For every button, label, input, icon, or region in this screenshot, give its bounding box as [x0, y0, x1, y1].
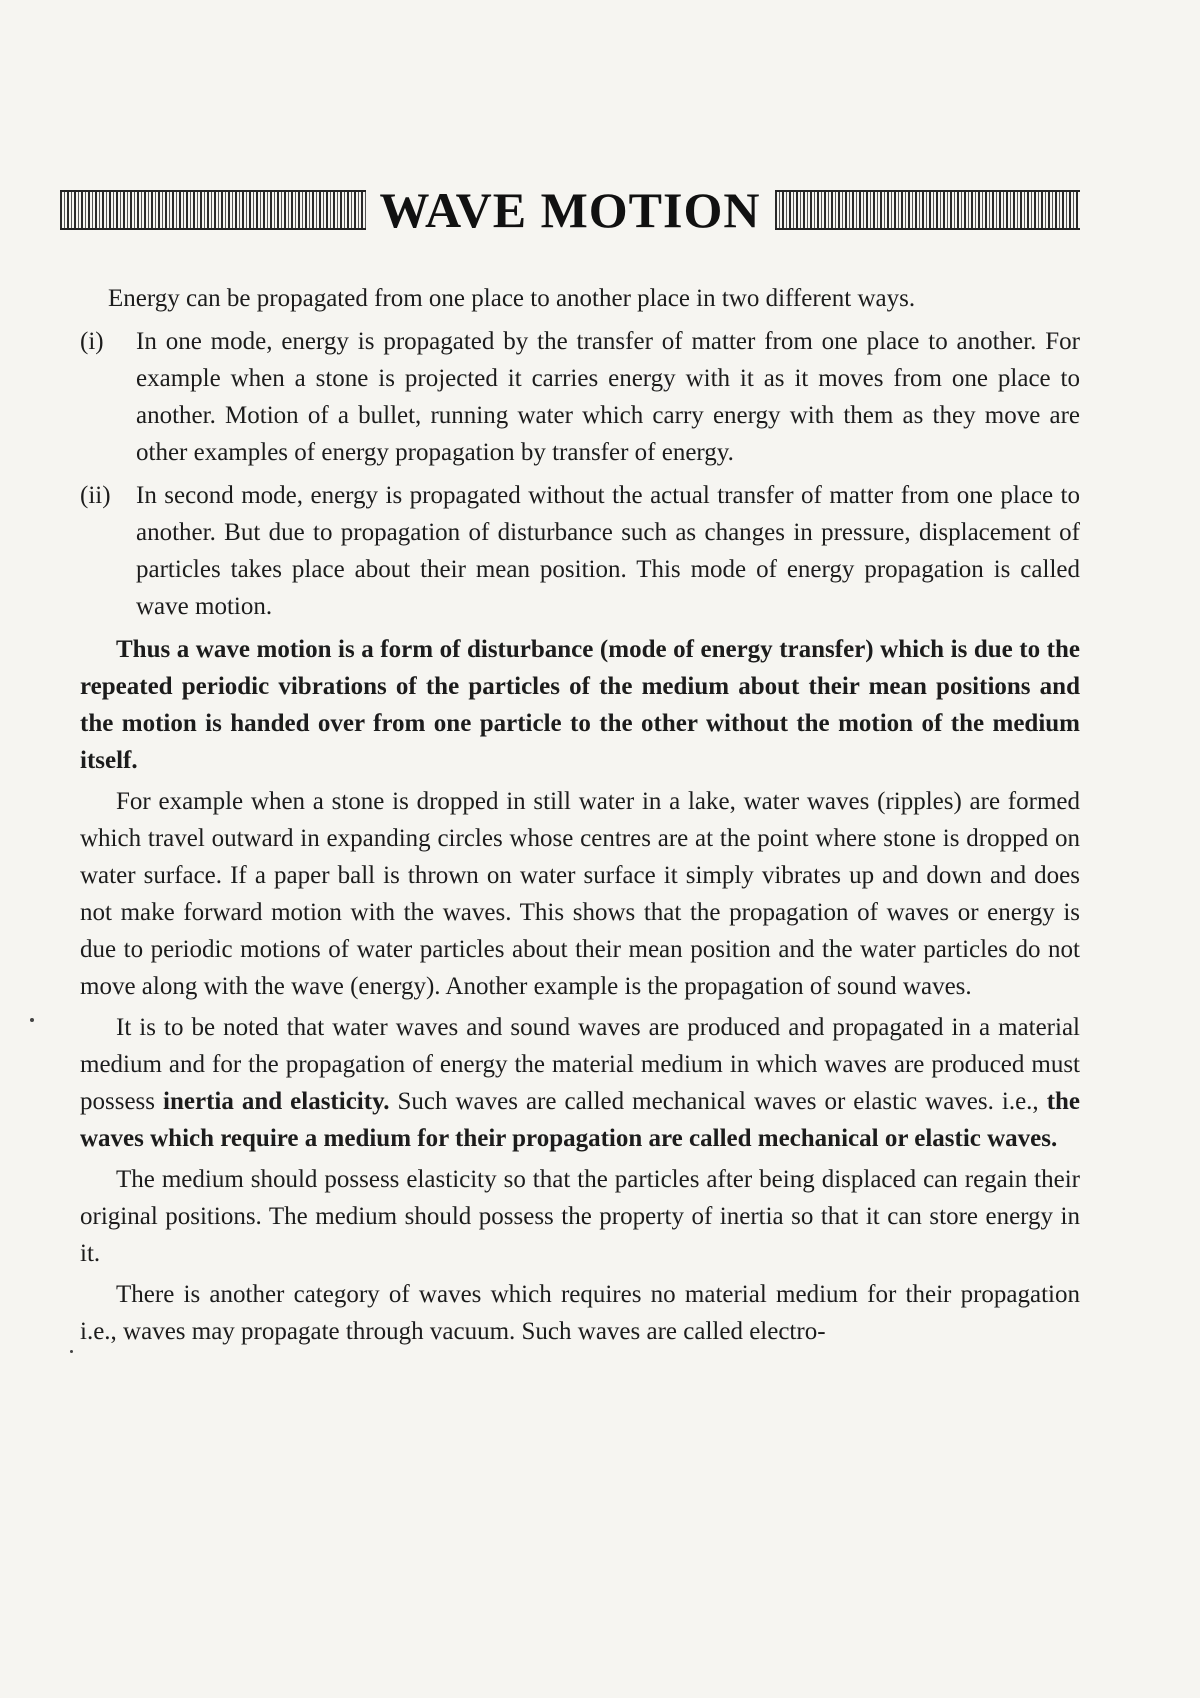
list-item-text: In one mode, energy is propagated by the transfer of matter from one place to another. For example when a stone is projected it carries energy with it as it moves from one place to another. Motion of a bullet, running water which carry energy with them as they move are other examples of energy propagation by transfer of energy. [136, 328, 1080, 466]
definition-paragraph: Thus a wave motion is a form of disturbance (mode of energy transfer) which is due to the repeated periodic vibrations of the particles of the medium about their mean positions and the motion is handed over from one particle to the other without the motion of the medium itself. [80, 636, 1080, 774]
body-text [60, 280, 1080, 1350]
scan-speck [70, 1350, 73, 1353]
mechanical-text-2: Such waves are called mechanical waves or elastic waves. i.e., [389, 1088, 1047, 1115]
list-item [80, 323, 1080, 471]
left-hatch-decoration [60, 190, 366, 230]
mechanical-bold-1: inertia and elasticity. [163, 1088, 390, 1115]
scan-speck [30, 1018, 34, 1022]
list-item [80, 477, 1080, 625]
chapter-header [60, 180, 1080, 240]
chapter-title: WAVE MOTION [379, 182, 761, 238]
list-item-number: (i) [80, 328, 104, 355]
intro-paragraph: Energy can be propagated from one place to another place in two different ways. [108, 285, 916, 312]
mechanical-waves-paragraph [80, 1009, 1080, 1157]
mechanical-bold-2: the waves which require a medium for their propagation are called mechanical or elastic waves. [80, 1088, 1081, 1152]
list-item-text: In second mode, energy is propagated without the actual transfer of matter from one place to another. But due to propagation of disturbance such as changes in pressure, displacement of particles takes place about their mean position. This mode of energy propagation is called wave motion. [136, 482, 1080, 620]
electromagnetic-paragraph: There is another category of waves which requires no material medium for their propagation i.e., waves may propagate through vacuum. Such waves are called electro- [80, 1281, 1080, 1345]
elasticity-paragraph: The medium should possess elasticity so that the particles after being displaced can regain their original positions. The medium should possess the property of inertia so that it can store energy in it. [80, 1166, 1080, 1267]
example-paragraph: For example when a stone is dropped in still water in a lake, water waves (ripples) are formed which travel outward in expanding circles whose centres are at the point where stone is dropped on water surface. If a paper ball is thrown on water surface it simply vibrates up and down and does not make forward motion with the waves. This shows that the propagation of waves or energy is due to periodic motions of water particles about their mean position and the water particles do not move along with the wave (energy). Another example is the propagation of sound waves. [80, 788, 1080, 1000]
list-item-number: (ii) [80, 482, 111, 509]
right-hatch-decoration [775, 190, 1081, 230]
mechanical-text-1: It is to be noted that water waves and sound waves are produced and propagated in a material medium and for the propagation of energy the material medium in which waves are produced must possess [80, 1014, 1080, 1115]
